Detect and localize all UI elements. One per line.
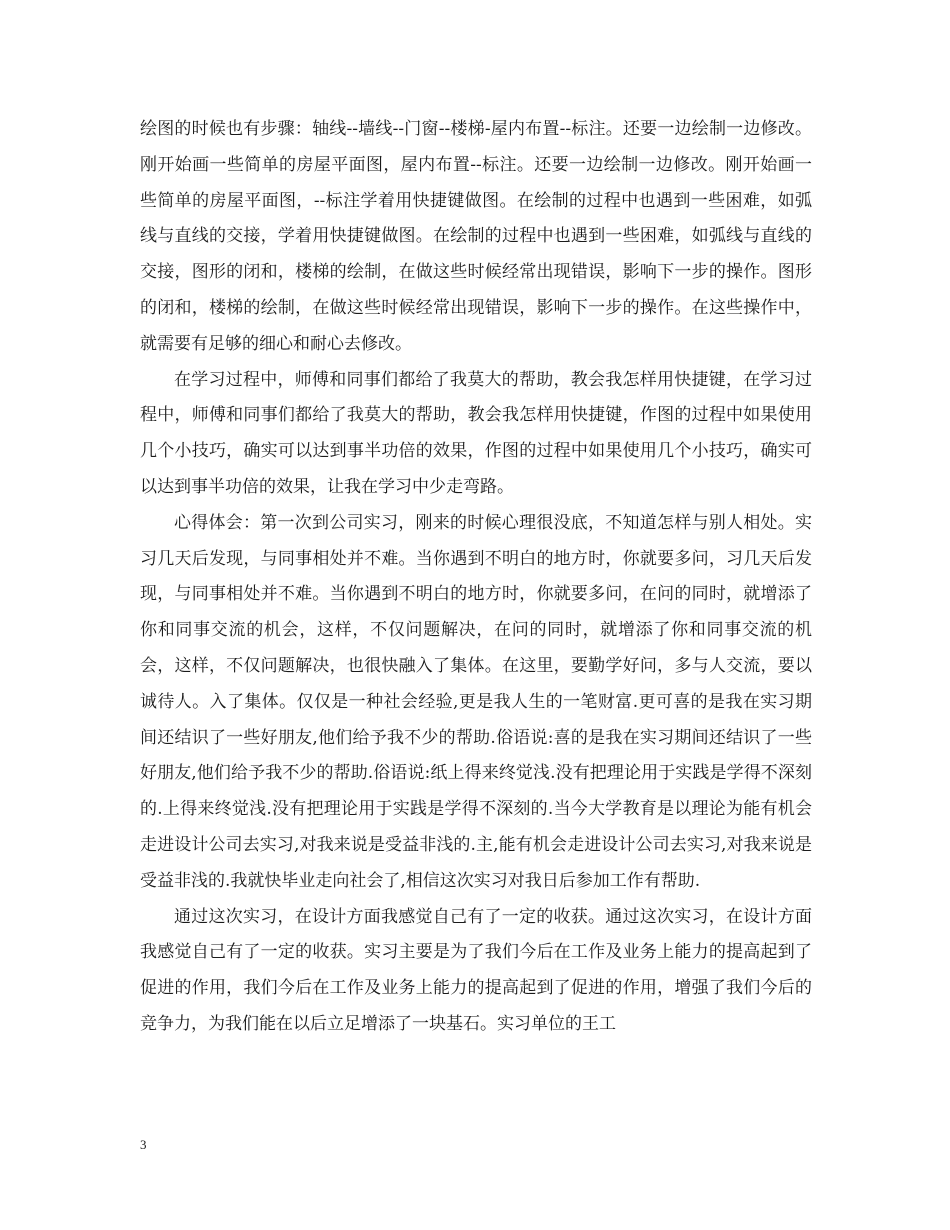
paragraph-internship-gains: 通过这次实习，在设计方面我感觉自己有了一定的收获。通过这次实习，在设计方面我感觉自己有了一定的收获。实习主要是为了我们今后在工作及业务上能力的提高起到了促进的作用，我们今后在工作及业务上能力的提高起到了促进的作用，增强了我们今后的竞争力，为我们能在以后立足增添了一块基石。实习单位的王工 (140, 906, 812, 1034)
document-body (140, 112, 812, 1043)
paragraph-experience: 心得体会：第一次到公司实习，刚来的时候心理很没底，不知道怎样与别人相处。实习几天后发现，与同事相处并不难。当你遇到不明白的地方时，你就要多问，习几天后发现，与同事相处并不难。当你遇到不明白的地方时，你就要多问，在问的同时，就增添了你和同事交流的机会，这样，不仅问题解决，在问的同时，就增添了你和同事交流的机会，这样，不仅问题解决，也很快融入了集体。在这里，要勤学好问，多与人交流，要以诚待人。入了集体。仅仅是一种社会经验,更是我人生的一笔财富.更可喜的是我在实习期间还结识了一些好朋友,他们给予我不少的帮助.俗语说:喜的是我在实习期间还结识了一些好朋友,他们给予我不少的帮助.俗语说:纸上得来终觉浅.没有把理论用于实践是学得不深刻的.上得来终觉浅.没有把理论用于实践是学得不深刻的.当今大学教育是以理论为能有机会走进设计公司去实习,对我来说是受益非浅的.主,能有机会走进设计公司去实习,对我来说是受益非浅的.我就快毕业走向社会了,相信这次实习对我日后参加工作有帮助. (140, 512, 812, 891)
paragraph-learning-process: 在学习过程中，师傅和同事们都给了我莫大的帮助，教会我怎样用快捷键，在学习过程中，师傅和同事们都给了我莫大的帮助，教会我怎样用快捷键，作图的过程中如果使用几个小技巧，确实可以达到事半功倍的效果，作图的过程中如果使用几个小技巧，确实可以达到事半功倍的效果，让我在学习中少走弯路。 (140, 369, 812, 497)
paragraph-drawing-steps: 绘图的时候也有步骤：轴线--墙线--门窗--楼梯-屋内布置--标注。还要一边绘制一边修改。刚开始画一些简单的房屋平面图，屋内布置--标注。还要一边绘制一边修改。刚开始画一些简单的房屋平面图，--标注学着用快捷键做图。在绘制的过程中也遇到一些困难，如弧线与直线的交接，学着用快捷键做图。在绘制的过程中也遇到一些困难，如弧线与直线的交接，图形的闭和，楼梯的绘制，在做这些时候经常出现错误，影响下一步的操作。图形的闭和，楼梯的绘制，在做这些时候经常出现错误，影响下一步的操作。在这些操作中，就需要有足够的细心和耐心去修改。 (140, 119, 812, 354)
page-number: 3 (140, 1137, 147, 1152)
